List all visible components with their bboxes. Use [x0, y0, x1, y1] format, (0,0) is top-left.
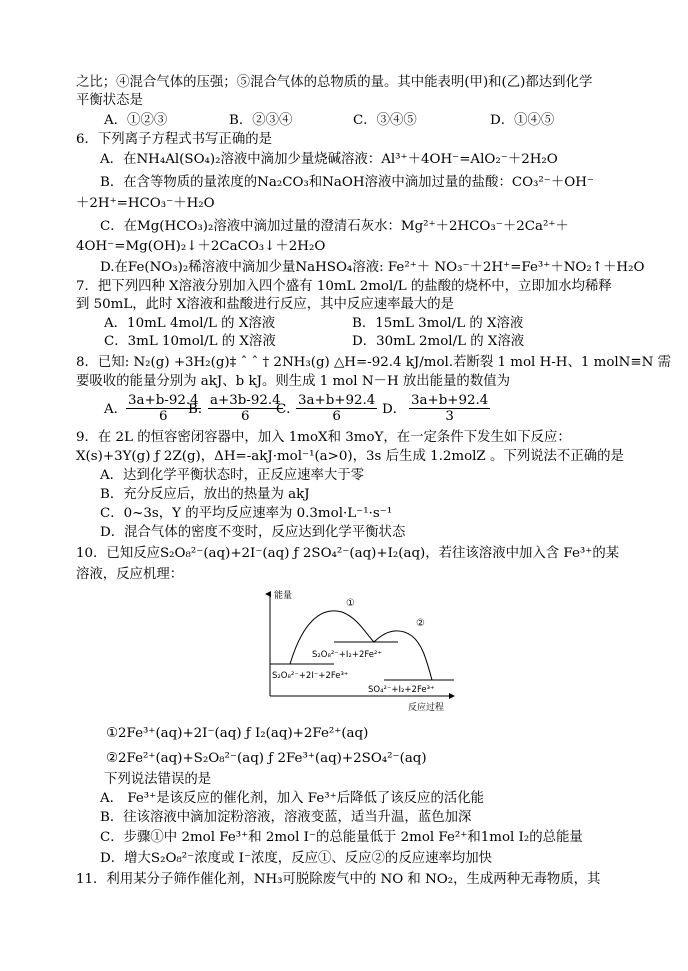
option-line: D．增大S₂O₈²⁻浓度或 I⁻浓度，反应①、反应②的反应速率均加快 [100, 851, 493, 866]
option-line: B．往该溶液中滴加淀粉溶液，溶液变蓝，适当升温，蓝色加深 [100, 810, 472, 825]
denominator: 3 [445, 409, 454, 424]
option-d-label: D． [382, 402, 407, 417]
option-line: ＋2H⁺=HCO₃⁻＋H₂O [76, 196, 215, 211]
option-d: D．30mL 2mol/L 的 X溶液 [352, 334, 525, 349]
text-line: 之比；④混合气体的压强；⑤混合气体的总物质的量。其中能表明(甲)和(乙)都达到化学 [76, 75, 593, 90]
state-mid-label: S₂O₈²⁻+I₂+2Fe²⁺ [312, 650, 382, 660]
y-axis-label: 能量 [274, 591, 293, 601]
question-10: 10．已知反应S₂O₈²⁻(aq)+2I⁻(aq) ƒ 2SO₄²⁻(aq)+I₂(aq)，若往该溶液中加入含 Fe³⁺的某 [76, 546, 620, 561]
fraction-d [409, 393, 490, 424]
denominator: 6 [159, 409, 168, 424]
energy-diagram [262, 588, 462, 713]
numerator: 3a+b+92.4 [411, 393, 489, 408]
option-b: B．15mL 3mol/L 的 X溶液 [352, 316, 524, 331]
option-a-label: A． [104, 402, 128, 417]
numerator: 3a+b+92.4 [298, 393, 376, 408]
state-left-label: S₂O₈²⁻+2I⁻+2Fe³⁺ [272, 671, 349, 681]
text-line: 要吸收的能量分别为 akJ、b kJ。则生成 1 mol N－H 放出能量的数值为 [76, 374, 510, 389]
option-line: D.在Fe(NO₃)₂稀溶液中滴加少量NaHSO₄溶液: Fe²⁺＋ NO₃⁻＋2H⁺=Fe³⁺＋NO₂↑＋H₂O [100, 260, 645, 275]
option-c-label: C． [276, 402, 300, 417]
text-line: X(s)+3Y(g) ƒ 2Z(g)，ΔH=-akJ·mol⁻¹(a>0)，3s 后生成 1.2molZ 。下列说法不正确的是 [76, 449, 624, 464]
text-line: 下列说法错误的是 [104, 772, 212, 787]
x-axis-label: 反应过程 [408, 703, 445, 713]
option-line: D．混合气体的密度不变时，反应达到化学平衡状态 [100, 525, 406, 540]
question-6: 6．下列离子方程式书写正确的是 [76, 132, 272, 147]
text-line: 平衡状态是 [76, 93, 143, 108]
option-a: A．①②③ [104, 113, 168, 128]
mechanism-step-2: ②2Fe²⁺(aq)+S₂O₈²⁻(aq) ƒ 2Fe³⁺(aq)+2SO₄²⁻(aq) [106, 751, 427, 766]
option-c: C．③④⑤ [353, 113, 417, 128]
question-9: 9．在 2L 的恒容密闭容器中，加入 1moX和 3moY，在一定条件下发生如下反应： [76, 430, 571, 445]
peak-2-label: ② [416, 618, 425, 629]
option-line: C．在Mg(HCO₃)₂溶液中滴加过量的澄清石灰水：Mg²⁺＋2HCO₃⁻＋2Ca²⁺＋ [100, 219, 569, 234]
state-right-label: SO₄²⁻+I₂+2Fe³⁺ [368, 685, 435, 695]
numerator: a+3b-92.4 [210, 393, 281, 408]
option-a: A．10mL 4mol/L 的 X溶液 [104, 316, 276, 331]
denominator: 6 [241, 409, 250, 424]
question-7: 7．把下列四种 X溶液分别加入四个盛有 10mL 2mol/L 的盐酸的烧杯中，立即加水均稀释 [76, 279, 612, 294]
option-line: C．步骤①中 2mol Fe³⁺和 2mol I⁻的总能量低于 2mol Fe²⁺和1mol I₂的总能量 [100, 830, 583, 845]
peak-1-label: ① [346, 598, 355, 609]
fraction-c [296, 393, 377, 424]
text-line: 到 50mL，此时 X溶液和盐酸进行反应，其中反应速率最大的是 [76, 297, 455, 312]
text-line: 溶液，反应机理： [76, 567, 184, 582]
option-d: D．①④⑤ [490, 113, 555, 128]
option-line: A．在NH₄Al(SO₄)₂溶液中滴加少量烧碱溶液：Al³⁺＋4OH⁻=AlO₂⁻＋2H₂O [100, 152, 558, 167]
option-b-label: B． [188, 402, 212, 417]
question-11: 11．利用某分子筛作催化剂，NH₃可脱除废气中的 NO 和 NO₂，生成两种无毒物质，其 [76, 872, 601, 887]
fraction-b [208, 393, 283, 424]
option-line: B．在含等物质的量浓度的Na₂CO₃和NaOH溶液中滴加过量的盐酸：CO₃²⁻＋OH⁻ [100, 175, 594, 190]
option-line: A．达到化学平衡状态时，正反应速率大于零 [100, 468, 365, 483]
option-line: 4OH⁻=Mg(OH)₂↓＋2CaCO₃↓＋2H₂O [76, 239, 326, 254]
question-8: 8．已知: N₂(g) +3H₂(g)‡ ˆ ˆ † 2NH₃(g) △H=-92.4 kJ/mol.若断裂 1 mol H-H、1 molN≡N 需 [76, 355, 671, 370]
option-c: C．3mL 10mol/L 的 X溶液 [104, 334, 276, 349]
option-line: C．0~3s，Y 的平均反应速率为 0.3mol·L⁻¹·s⁻¹ [100, 506, 393, 521]
option-line: B．充分反应后，放出的热量为 akJ [100, 487, 310, 502]
mechanism-step-1: ①2Fe³⁺(aq)+2I⁻(aq) ƒ I₂(aq)+2Fe²⁺(aq) [106, 726, 369, 741]
option-line: A． Fe³⁺是该反应的催化剂，加入 Fe³⁺后降低了该反应的活化能 [100, 791, 485, 806]
energy-curve [270, 611, 454, 680]
numerator: 3a+b-92.4 [128, 393, 199, 408]
option-b: B．②③④ [229, 113, 293, 128]
denominator: 6 [332, 409, 341, 424]
